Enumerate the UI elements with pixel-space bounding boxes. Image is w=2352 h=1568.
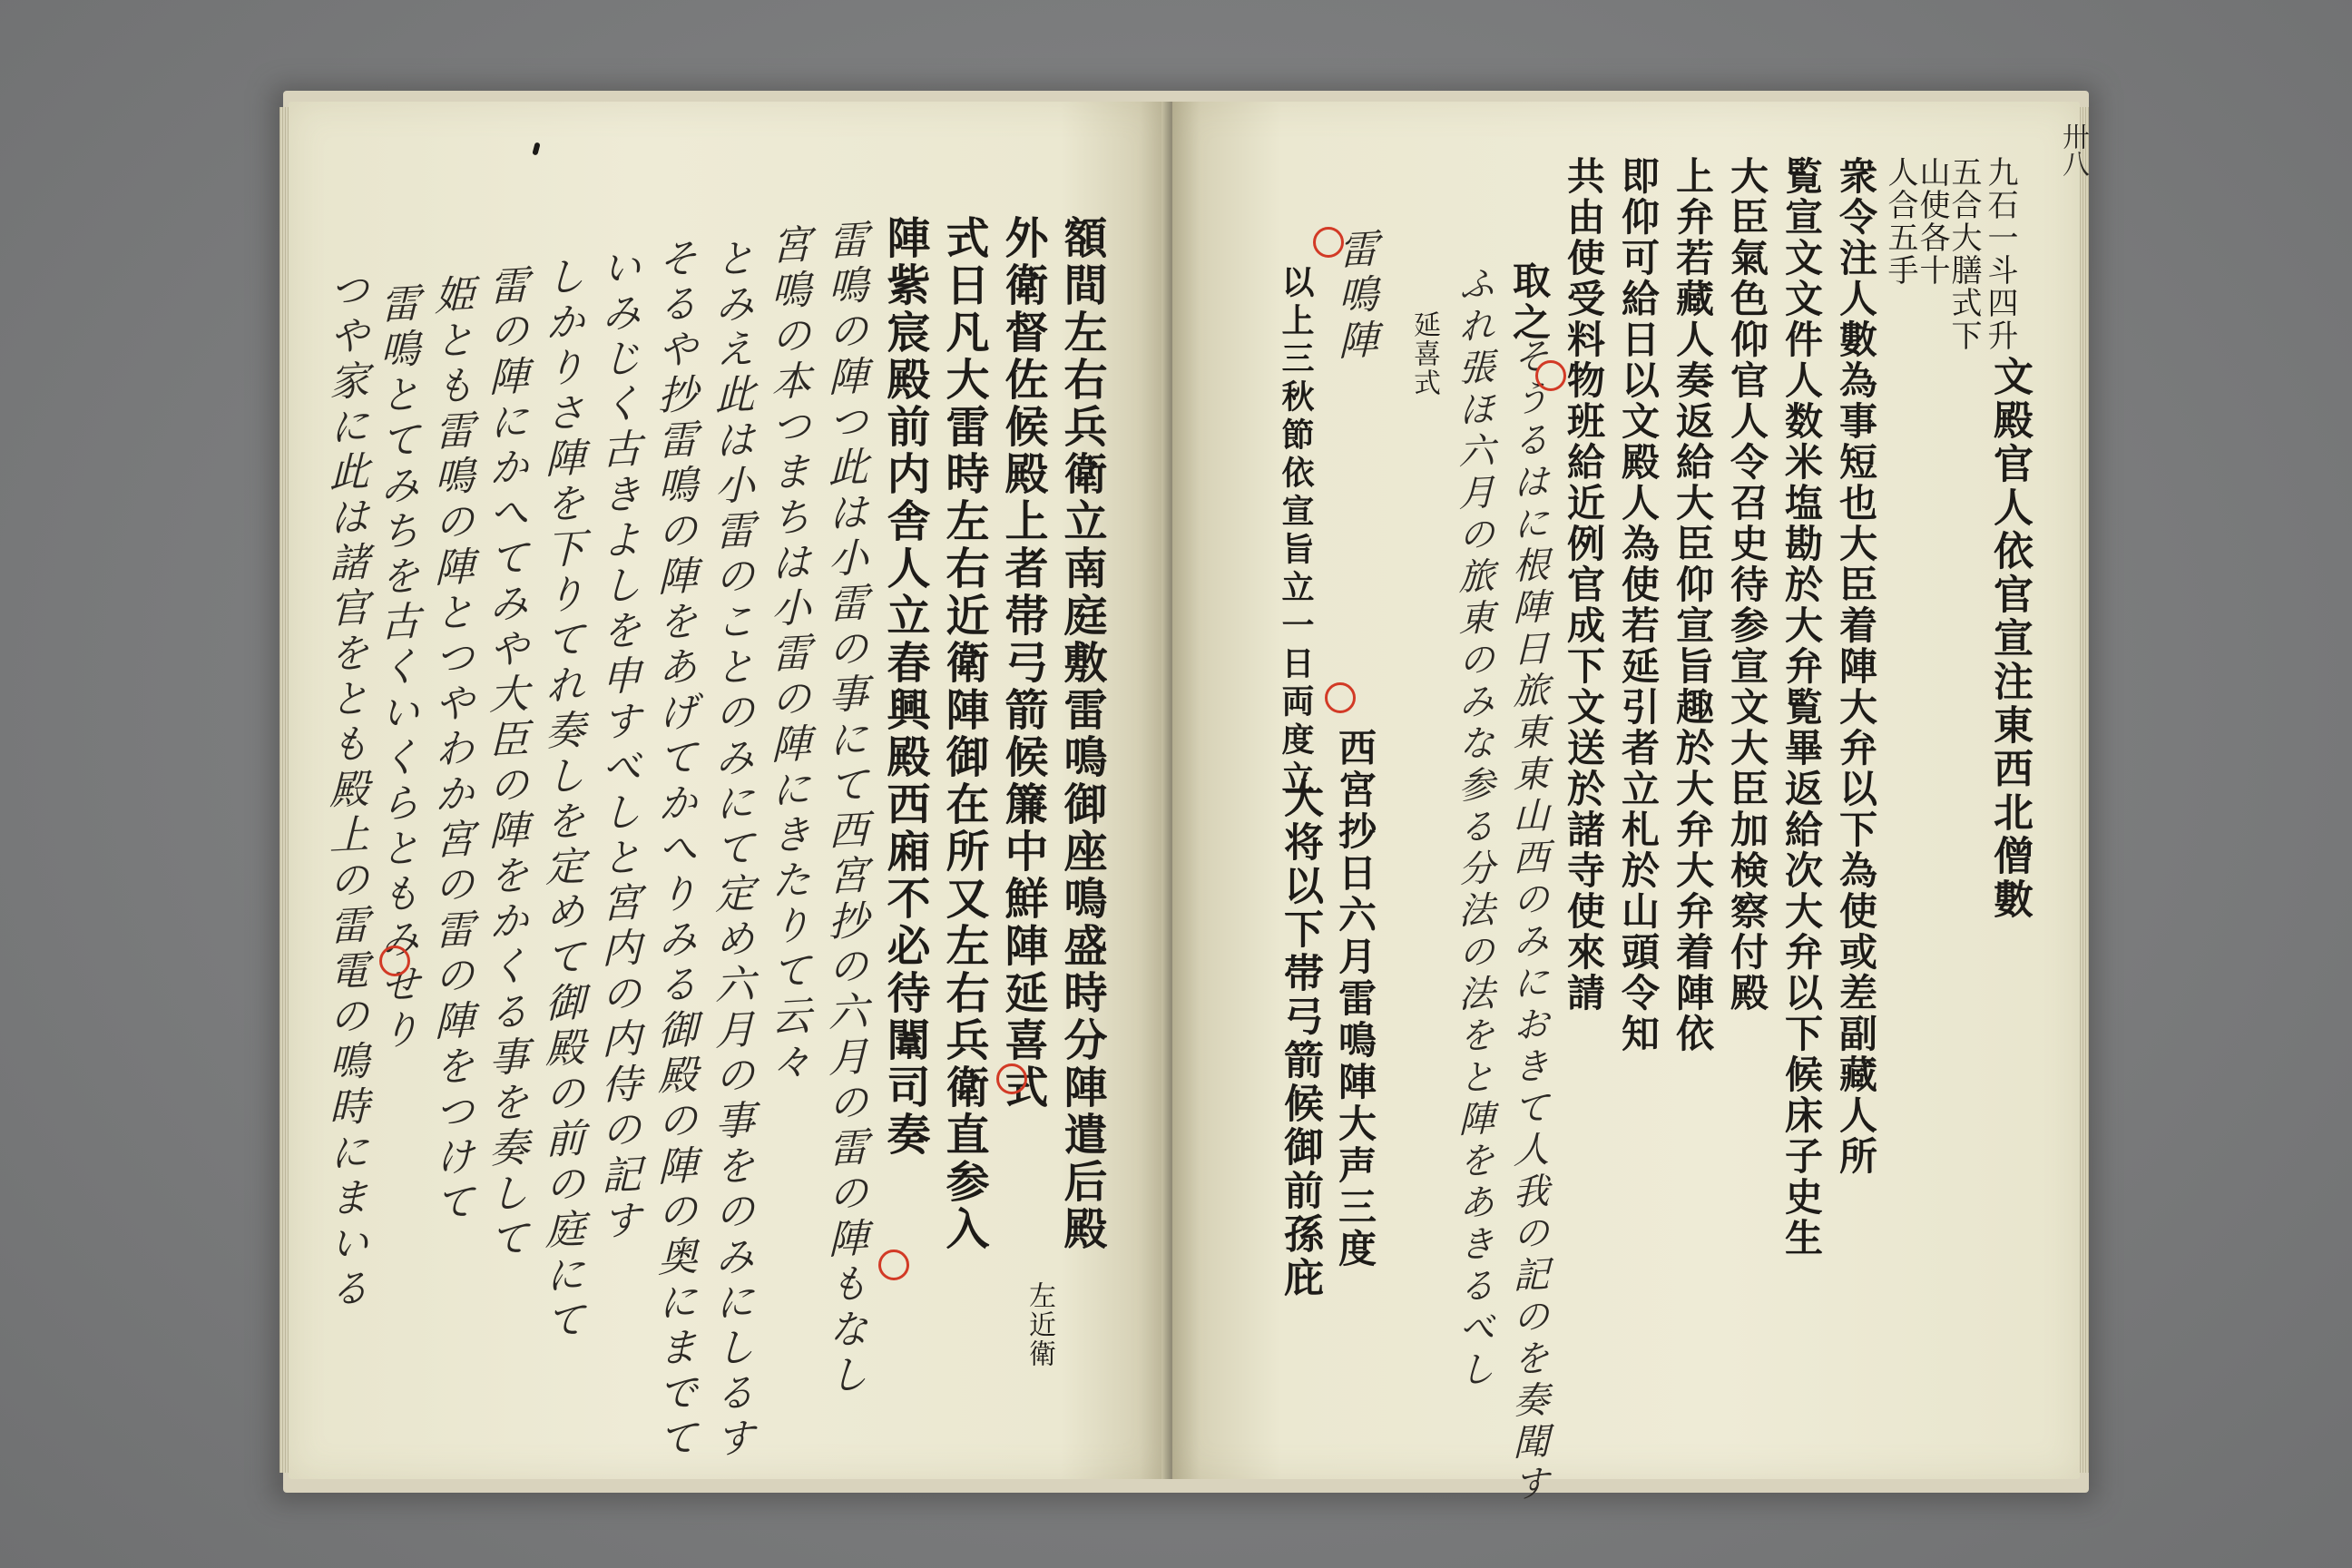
right-kaisho-column-10: 西宮抄日六月雷鳴陣大声三度	[1333, 728, 1377, 1270]
left-cursive-column-4: そるや抄雷鳴の陣をあげてかへりみる御殿の陣の奥にまでて	[651, 236, 697, 1465]
left-cursive-column-6: しかりさ陣を下りてれ奏しを定めて御殿の前の庭にて	[538, 254, 584, 1347]
ink-dot	[532, 142, 540, 155]
right-kaisho-column-6: 即仰可給日以文殿人為使若延引者立札於山頭令知	[1616, 156, 1661, 1054]
right-small-column-1: 九石一斗四升	[1982, 156, 2018, 352]
left-cursive-column-3: とみえ此は小雷のことのみにて定め六月の事をのみにしるす	[708, 236, 754, 1465]
left-kaisho-column-1: 額間左右兵衛立南庭敷雷鳴御座鳴盛時分陣遣后殿	[1056, 215, 1107, 1253]
left-cursive-column-10: つや家に此は諸官をとも殿上の雷電の鳴時にまいる	[322, 268, 368, 1315]
left-cursive-column-1: 雷鳴の陣つ此は小雷の事にて西宮抄の六月の雷の陣もなし	[821, 218, 867, 1401]
right-small-column-2: 五合大膳式下	[1945, 156, 1982, 352]
left-cursive-column-7: 雷の陣にかへてみや大臣の陣をかくる事を奏して	[482, 263, 528, 1265]
right-cursive-column-2: ふれ張ほ六月の旅東のみな参る分法の法をと陣をあきるべし	[1453, 263, 1494, 1394]
red-circle-mark	[1313, 227, 1344, 258]
right-small-column-4: 人合五手	[1882, 156, 1918, 287]
right-kaisho-column-11: 大将以下帯弓箭候御前孫庇	[1277, 778, 1323, 1300]
right-kaisho-column-3: 覧宣文文件人数米塩勘於大弁覧畢返給次大弁以下候床子史生	[1779, 156, 1824, 1259]
right-kaisho-column-7: 共由使受料物班給近例官成下文送於諸寺使來請	[1562, 156, 1606, 1014]
left-page-stack	[279, 107, 289, 1473]
left-cursive-column-2: 宮鳴の本つまちは小雷の陣にきたりて云々	[764, 222, 810, 1088]
left-annotation: 左近衛	[1024, 1281, 1055, 1368]
left-kaisho-column-3: 式日凡大雷時左右近衛陣御在所又左右兵衛直参入	[938, 215, 989, 1253]
red-circle-mark	[996, 1063, 1027, 1094]
right-kaisho-column-4: 大臣氣色仰官人令召史待参宣文大臣加検察付殿	[1725, 156, 1769, 1014]
left-cursive-column-8: 姫とも雷鳴の陣とつやわか宮の雷の陣をつけて	[427, 272, 474, 1229]
left-cursive-column-5: いみじく古きよしを申すべしと宮内の内侍の記す	[594, 245, 641, 1247]
right-cursive-column-1: そうるはに根陣日旅東東山西のみにおきて人我の記のを奏聞す	[1507, 336, 1549, 1508]
red-circle-mark	[1325, 682, 1356, 713]
right-kaisho-column-9: 以上三秋節依宣旨立一日両度立	[1277, 265, 1315, 799]
right-annotation: 延喜式	[1408, 310, 1440, 397]
right-kaisho-column-2: 衆令注人數為事短也大臣着陣大弁以下為使或差副藏人所	[1834, 156, 1878, 1177]
right-heading-raimei: 雷鳴陣	[1331, 227, 1377, 367]
left-page	[289, 102, 1166, 1479]
left-kaisho-column-4: 陣紫宸殿前内舎人立春興殿西廂不必待闈司奏	[879, 215, 930, 1159]
red-circle-mark	[379, 946, 410, 976]
red-circle-mark	[1535, 360, 1566, 391]
left-kaisho-column-2: 外衛督佐候殿上者帯弓箭候簾中鮮陣延喜式	[997, 215, 1048, 1112]
red-circle-mark	[878, 1250, 909, 1280]
right-kaisho-column-8: 取之	[1507, 260, 1552, 344]
right-kaisho-column-1: 文殿官人依官宣注東西北僧數	[1986, 356, 2033, 922]
right-kaisho-column-5: 上弁若藏人奏返給大臣仰宣旨趣於大弁大弁着陣依	[1671, 156, 1715, 1054]
right-small-column-3: 山使各十	[1914, 156, 1950, 287]
right-page	[1172, 102, 2080, 1508]
left-cursive-column-9: 雷鳴とてみちを古くいくらともみせり	[373, 281, 419, 1056]
page-number: 卅八	[2057, 122, 2089, 177]
